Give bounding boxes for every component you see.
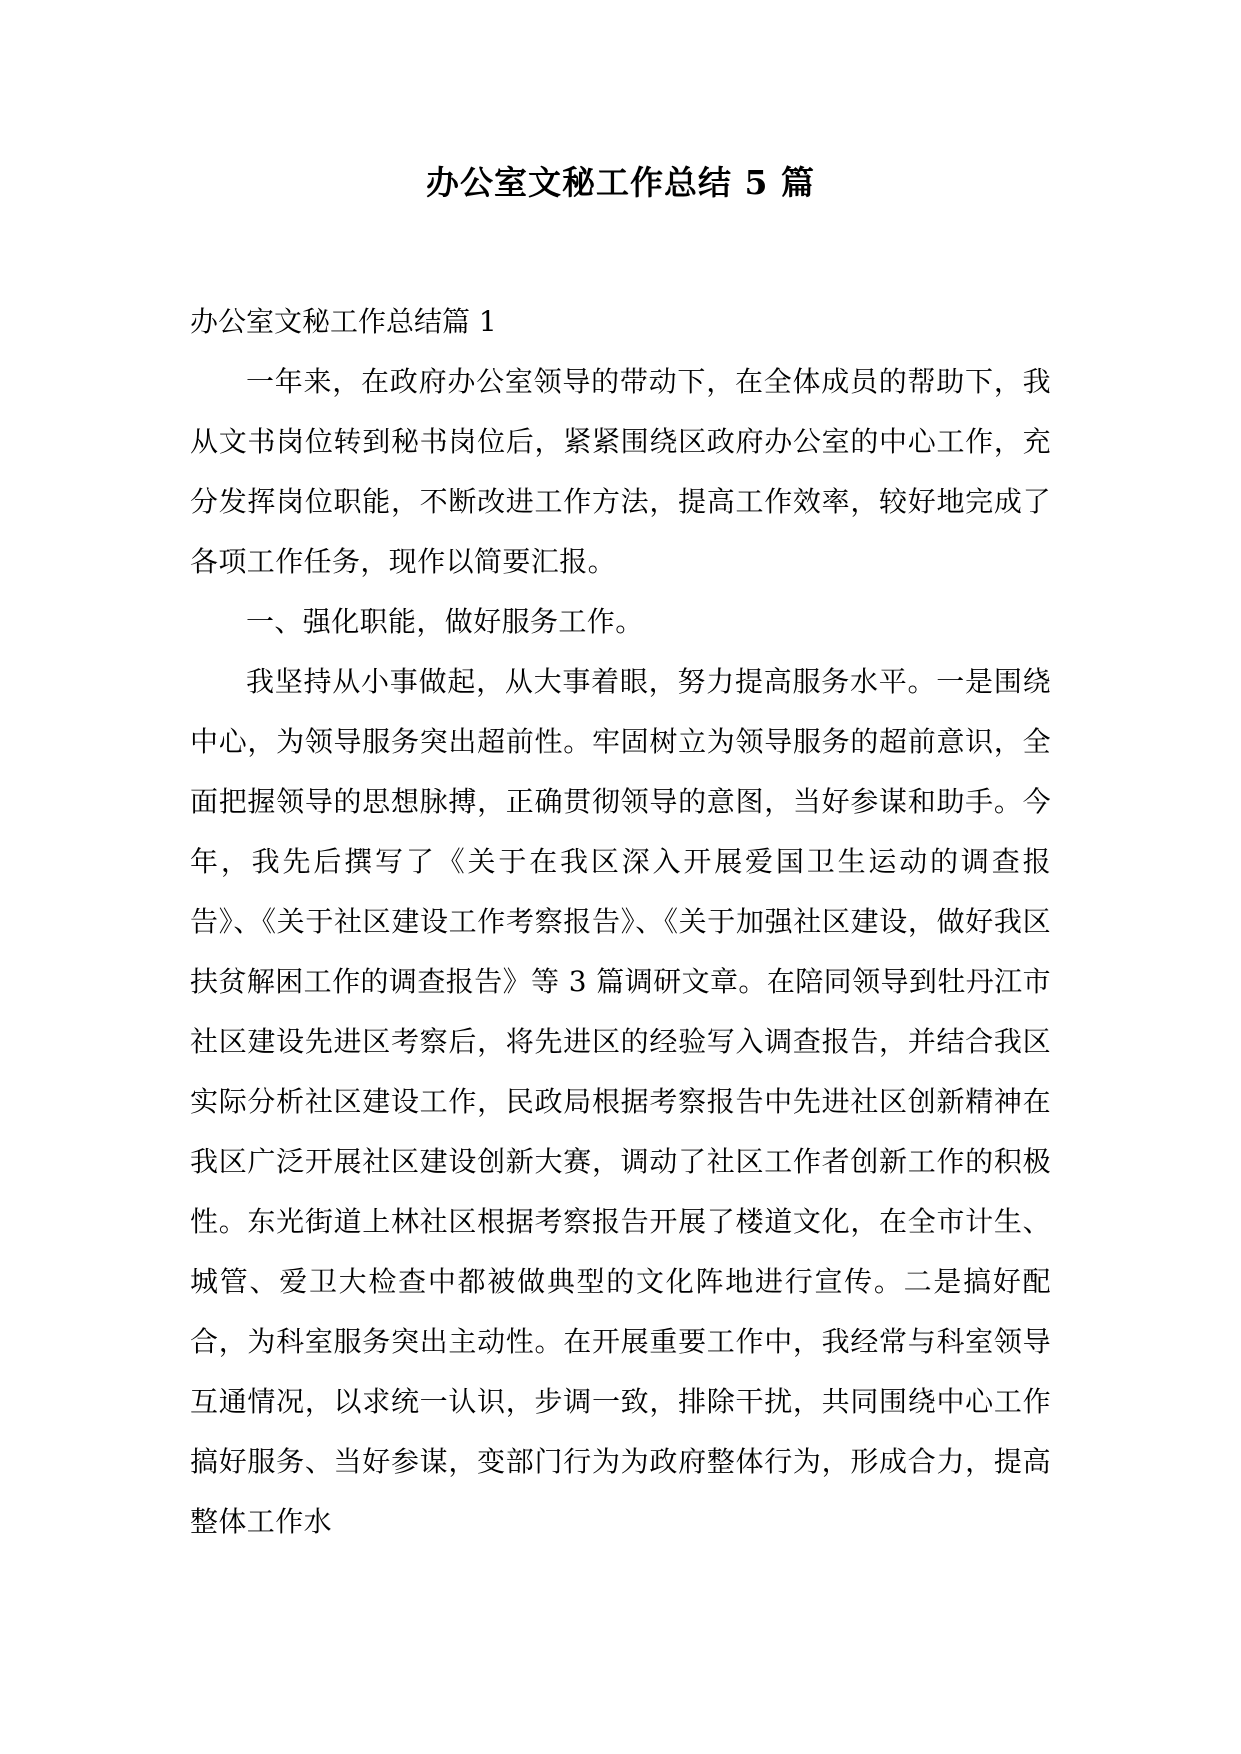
document-body [190, 292, 1051, 1552]
section-heading: 办公室文秘工作总结篇 1 [190, 305, 497, 338]
paragraph-service-work: 我坚持从小事做起，从大事着眼，努力提高服务水平。一是围绕中心，为领导服务突出超前性。牢固树立为领导服务的超前意识，全面把握领导的思想脉搏，正确贯彻领导的意图，当好参谋和助手。今年，我先后撰写了《关于在我区深入开展爱国卫生运动的调查报告》、《关于社区建设工作考察报告》、《关于加强社区建设，做好我区扶贫解困工作的调查报告》等 3 篇调研文章。在陪同领导到牡丹江市社区建设先进区考察后，将先进区的经验写入调查报告，并结合我区实际分析社区建设工作，民政局根据考察报告中先进社区创新精神在我区广泛开展社区建设创新大赛，调动了社区工作者创新工作的积极性。东光街道上林社区根据考察报告开展了楼道文化，在全市计生、城管、爱卫大检查中都被做典型的文化阵地进行宣传。二是搞好配合，为科室服务突出主动性。在开展重要工作中，我经常与科室领导互通情况，以求统一认识，步调一致，排除干扰，共同围绕中心工作搞好服务、当好参谋，变部门行为为政府整体行为，形成合力，提高整体工作水 [190, 665, 1051, 1538]
paragraph-subheading: 一、强化职能，做好服务工作。 [246, 605, 644, 638]
document-title: 办公室文秘工作总结 5 篇 [426, 163, 815, 202]
paragraph-intro: 一年来，在政府办公室领导的带动下，在全体成员的帮助下，我从文书岗位转到秘书岗位后，紧紧围绕区政府办公室的中心工作，充分发挥岗位职能，不断改进工作方法，提高工作效率，较好地完成了各项工作任务，现作以简要汇报。 [190, 365, 1051, 578]
